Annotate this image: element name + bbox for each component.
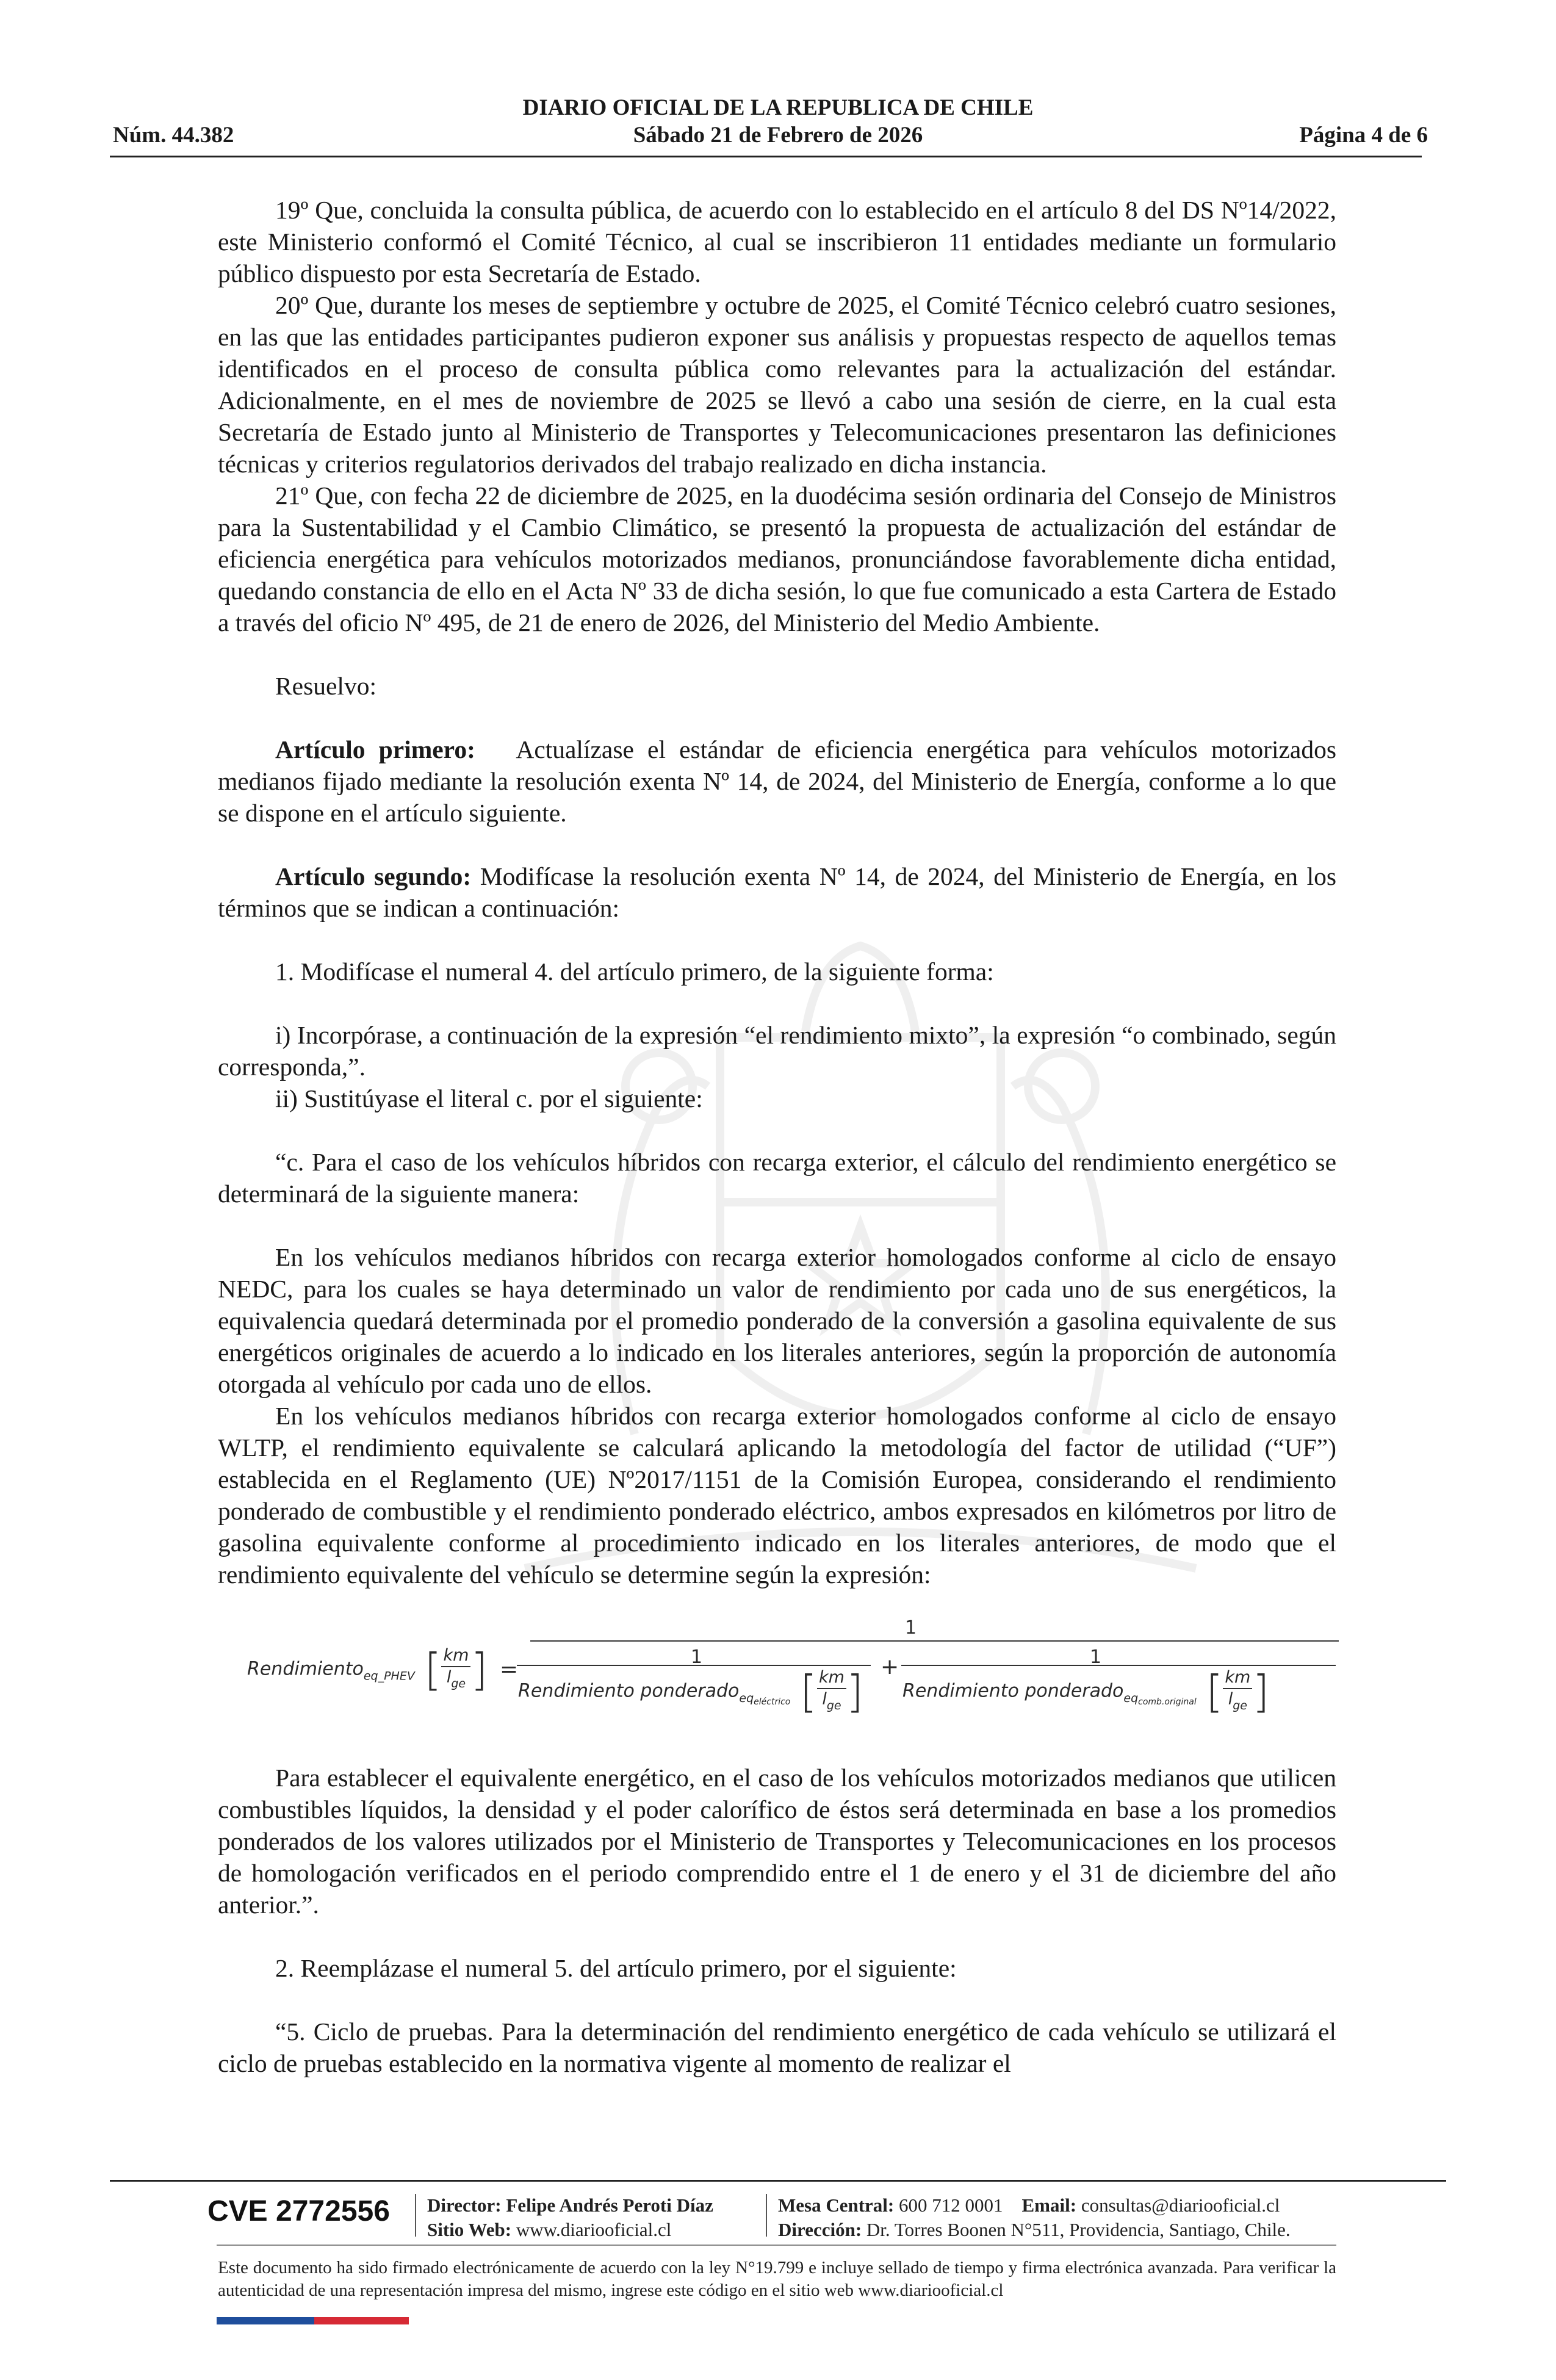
article-second-label: Artículo segundo: [275,862,472,890]
term1-unit-ge: ge [826,1699,841,1712]
quote-numeral-5: “5. Ciclo de pruebas. Para la determinación del rendimiento energético de cada vehículo se utilizará el ciclo de pruebas establecido en la normativa vigente al momento de realizar el [218,2018,1336,2077]
newspaper-title: DIARIO OFICIAL DE LA REPUBLICA DE CHILE [522,95,1034,120]
header-divider [110,156,1422,157]
footer-contact-block [778,2193,1291,2242]
footer-divider [110,2180,1446,2182]
page-number: Página 4 de 6 [1299,123,1428,148]
paragraph-19: 19º Que, concluida la consulta pública, de acuerdo con lo establecido en el artículo 8 del DS Nº14/2022, este Ministerio conformó el Comité Técnico, al cual se inscribieron 11 entidades mediante un formulario público dispuesto por esta Secretaría de Estado. [218,196,1336,287]
email-link[interactable]: consultas@diariooficial.cl [1081,2194,1280,2216]
term1-label: Rendimiento ponderado [518,1680,740,1702]
director-label: Director: [427,2194,502,2216]
footer-thin-divider [217,2245,1336,2246]
quote-literal-c: “c. Para el caso de los vehículos híbridos con recarga exterior, el cálculo del rendimiento energético se determinará de la siguiente manera: [218,1148,1336,1208]
footer-separator-2 [766,2194,767,2237]
paragraph-20: 20º Que, durante los meses de septiembre y octubre de 2025, el Comité Técnico celebró cuatro sesiones, en las que las entidades participantes pudieron exponer sus análisis y propuestas respecto de aquellos temas identificados en el proceso de consulta pública como relevantes para la actualización del estándar. Adicionalmente, en el mes de noviembre de 2025 se llevó a cabo una sesión de cierre, en la cual esta Secretaría de Estado junto al Ministerio de Transportes y Telecomunicaciones presentaron las definiciones técnicas y criterios regulatorios derivados del trabajo realizado en dicha instancia. [218,291,1336,478]
unit-km: km [441,1645,470,1667]
document-body [218,194,1336,2079]
website-link[interactable]: www.diariooficial.cl [516,2219,672,2240]
term1-unit-km: km [817,1667,846,1689]
item-i: i) Incorpórase, a continuación de la expresión “el rendimiento mixto”, la expresión “o combinado, según corresponda,”. [218,1021,1336,1081]
item-1: 1. Modifícase el numeral 4. del artículo primero, de la siguiente forma: [275,957,994,986]
unit-l: l [446,1668,452,1687]
article-second-text: Modifícase la resolución exenta Nº 14, de 2024, del Ministerio de Energía, en los términos que se indican a continuación: [218,862,1336,922]
formula-lhs-unit: [ km $l_{ge}$ ] [424,1644,488,1695]
term1-unit-l: l [822,1690,827,1709]
formula-lhs [247,1645,488,1694]
chile-flag-strip [217,2317,409,2324]
term2-label: Rendimiento ponderado [902,1680,1124,1702]
term2-unit: [ km $l_{ge}$ ] [1206,1666,1270,1717]
term2-eq: eq [1123,1691,1139,1705]
formula-lhs-term: Rendimiento [247,1658,364,1680]
term2-unit-l: l [1228,1690,1233,1709]
footer-separator-1 [415,2194,416,2237]
article-first [218,734,1336,829]
paragraph-wltp: En los vehículos medianos híbridos con recarga exterior homologados conforme al ciclo de ensayo WLTP, el rendimiento equivalente se calculará aplicando la metodología del factor de utilidad (“UF”) establecida en el Reglamento (UE) Nº2017/1151 de la Comisión Europea, considerando el rendimiento ponderado de combustible y el rendimiento ponderado eléctrico, ambos expresados en kilómetros por litro de gasolina equivalente conforme al procedimiento indicado en los literales anteriores, de modo que el rendimiento equivalente del vehículo se determine según la expresión: [218,1402,1336,1588]
address: Dr. Torres Boonen N°511, Providencia, Santiago, Chile. [866,2219,1291,2240]
paragraph-21: 21º Que, con fecha 22 de diciembre de 2025, en la duodécima sesión ordinaria del Consejo de Ministros para la Sustentabilidad y el Cambio Climático, se presentó la propuesta de actualización del estándar de eficiencia energética para vehículos motorizados medianos, pronunciándose favorablemente dicha entidad, quedando constancia de ello en el Acta Nº 33 de dicha sesión, lo que fue comunicado a esta Cartera de Estado a través del oficio Nº 495, de 21 de enero de 2026, del Ministerio del Medio Ambiente. [218,481,1336,636]
formula-term1-denominator [518,1667,863,1718]
flag-red-segment [314,2317,409,2324]
cve-code: CVE 2772556 [207,2195,390,2227]
legal-notice: Este documento ha sido firmado electrónicamente de acuerdo con la ley N°19.799 e incluye sellado de tiempo y firma electrónica avanzada. Para verificar la autenticidad de una representación impresa del mismo, ingrese este código en el sitio web www.diariooficial.cl [218,2258,1336,2300]
article-second [218,860,1336,924]
term1-unit: [ km $l_{ge}$ ] [799,1666,864,1717]
website-label: Sitio Web: [427,2219,512,2240]
paragraph-equivalence: Para establecer el equivalente energético, en el caso de los vehículos motorizados medianos que utilicen combustibles líquidos, la densidad y el poder calorífico de éstos será determinada en base a los promedios ponderados de los valores utilizados por el Ministerio de Transportes y Telecomunicaciones en los procesos de homologación verificados en el periodo comprendido entre el 1 de enero y el 31 de diciembre del año anterior.”. [218,1764,1336,1919]
article-first-text: Actualízase el estándar de eficiencia energética para vehículos motorizados medianos fijado mediante la resolución exenta Nº 14, de 2024, del Ministerio de Energía, conforme a lo que se dispone en el artículo siguiente. [218,735,1336,827]
item-2: 2. Reemplázase el numeral 5. del artículo primero, por el siguiente: [275,1954,957,1982]
flag-blue-segment [217,2317,314,2324]
formula-term2-numerator: 1 [1090,1646,1102,1668]
formula-top-numerator: 1 [905,1617,917,1639]
item-ii: ii) Sustitúyase el literal c. por el siguiente: [275,1084,703,1112]
phone-label: Mesa Central: [778,2194,895,2216]
formula-lhs-subscript: eq_PHEV [363,1669,415,1683]
unit-ge: ge [451,1677,466,1690]
issue-number: Núm. 44.382 [113,123,234,148]
footer-director-block [427,2193,713,2242]
issue-date: Sábado 21 de Febrero de 2026 [633,123,923,148]
email-label: Email: [1021,2194,1077,2216]
term2-comb-original: comb.original [1138,1697,1197,1707]
formula-term1-numerator: 1 [691,1646,703,1668]
director-name: Felipe Andrés Peroti Díaz [506,2194,713,2216]
article-first-label: Artículo primero: [275,735,475,763]
term1-eq: eq [739,1691,754,1705]
formula-term2-denominator [902,1667,1269,1718]
phone-number: 600 712 0001 [899,2194,1003,2216]
formula-term2-bar [901,1665,1336,1666]
phev-efficiency-formula [218,1616,1336,1729]
formula-term1-bar [517,1665,871,1666]
formula-equals: = [500,1657,519,1682]
term2-unit-ge: ge [1233,1699,1247,1712]
address-label: Dirección: [778,2219,862,2240]
formula-plus: + [881,1654,899,1679]
resuelvo-heading: Resuelvo: [275,672,376,700]
term1-electric: eléctrico [754,1697,791,1707]
paragraph-nedc: En los vehículos medianos híbridos con recarga exterior homologados conforme al ciclo de ensayo NEDC, para los cuales se haya determinado un valor de rendimiento por cada uno de sus energéticos, la equivalencia quedará determinada por el promedio ponderado de la conversión a gasolina equivalente de sus energéticos originales de acuerdo a lo indicado en los literales anteriores, según la proporción de autonomía otorgada al vehículo por cada uno de ellos. [218,1243,1336,1398]
formula-main-fraction-bar [530,1640,1339,1642]
term2-unit-km: km [1223,1667,1252,1689]
